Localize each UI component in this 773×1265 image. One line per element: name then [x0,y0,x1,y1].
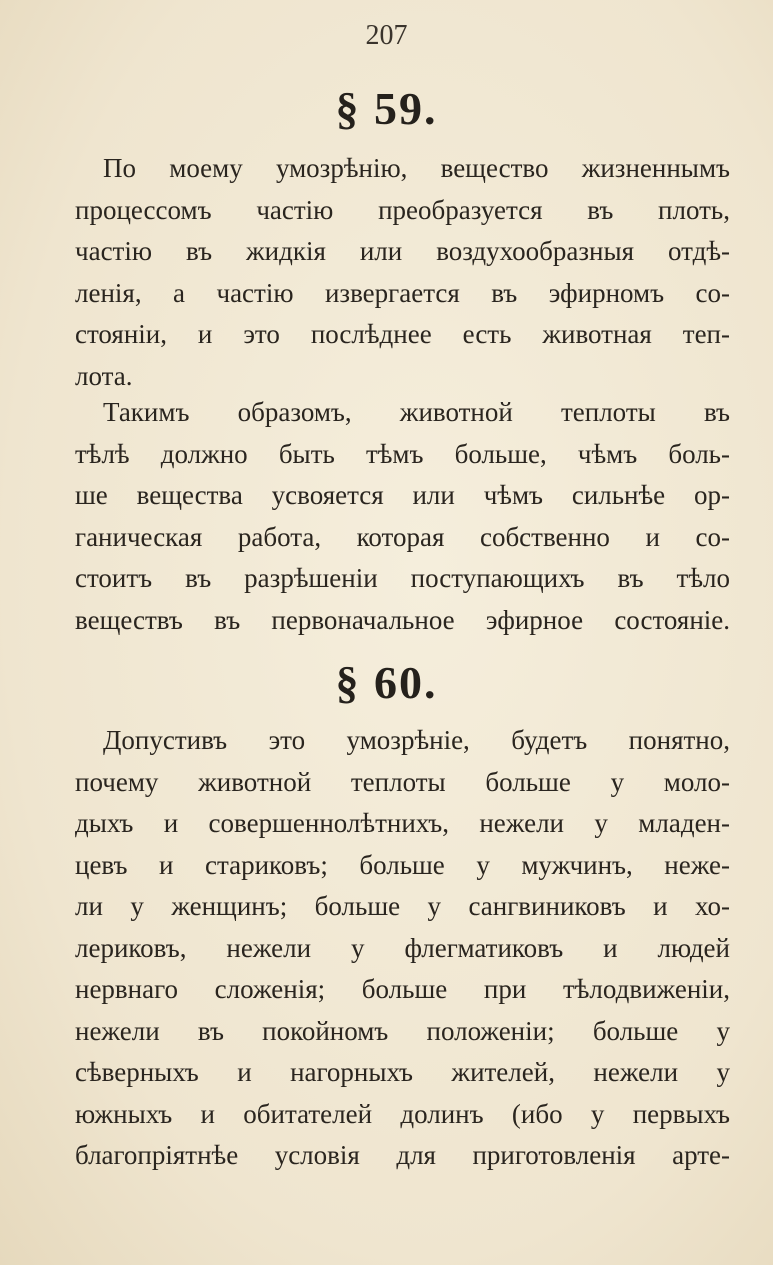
text-line: стояніи, и это послѣднее есть животная теп- [75,319,730,349]
text-line: частію въ жидкія или воздухообразныя отдѣ- [75,236,730,266]
text-line: лериковъ, нежели у флегматиковъ и людей [75,932,730,963]
text-line: ганическая работа, которая собственно и со- [75,521,730,552]
text-line: тѣлѣ должно быть тѣмъ больше, чѣмъ боль- [75,438,730,469]
paragraph-59-2 [75,392,730,641]
page-number: 207 [365,20,408,51]
text-line: лота. [75,360,133,391]
text-line: стоитъ въ разрѣшеніи поступающихъ въ тѣло [75,563,730,593]
text-line: сѣверныхъ и нагорныхъ жителей, нежели у [75,1057,730,1087]
text-line: ше вещества усвояется или чѣмъ сильнѣе ор- [75,480,730,510]
text-line: южныхъ и обитателей долинъ (ибо у первыхъ [75,1098,730,1129]
text-line: По моему умозрѣнію, вещество жизненнымъ [103,153,730,183]
text-line: ли у женщинъ; больше у сангвиниковъ и хо- [75,891,730,921]
section-heading-59: § 59. [335,83,438,134]
text-line: веществъ въ первоначальное эфирное состояніе. [75,604,730,635]
text-line: цевъ и стариковъ; больше у мужчинъ, неже- [75,849,730,880]
text-line: ленія, а частію извергается въ эфирномъ со- [75,277,730,308]
text-line: Допустивъ это умозрѣніе, будетъ понятно, [103,725,730,755]
text-line: благопріятнѣе условія для приготовленія арте- [75,1140,730,1170]
text-line: нервнаго сложенія; больше при тѣлодвиженіи, [75,974,730,1004]
text-line: Такимъ образомъ, животной теплоты въ [103,397,730,427]
text-line: нежели въ покойномъ положеніи; больше у [75,1015,730,1046]
section-heading-60: § 60. [335,657,438,708]
text-line: почему животной теплоты больше у моло- [75,766,730,797]
text-line: процессомъ частію преобразуется въ плоть, [75,194,730,225]
paragraph-59-1 [75,148,730,397]
paragraph-60-1 [75,720,730,1177]
text-line: дыхъ и совершеннолѣтнихъ, нежели у младен- [75,808,730,838]
